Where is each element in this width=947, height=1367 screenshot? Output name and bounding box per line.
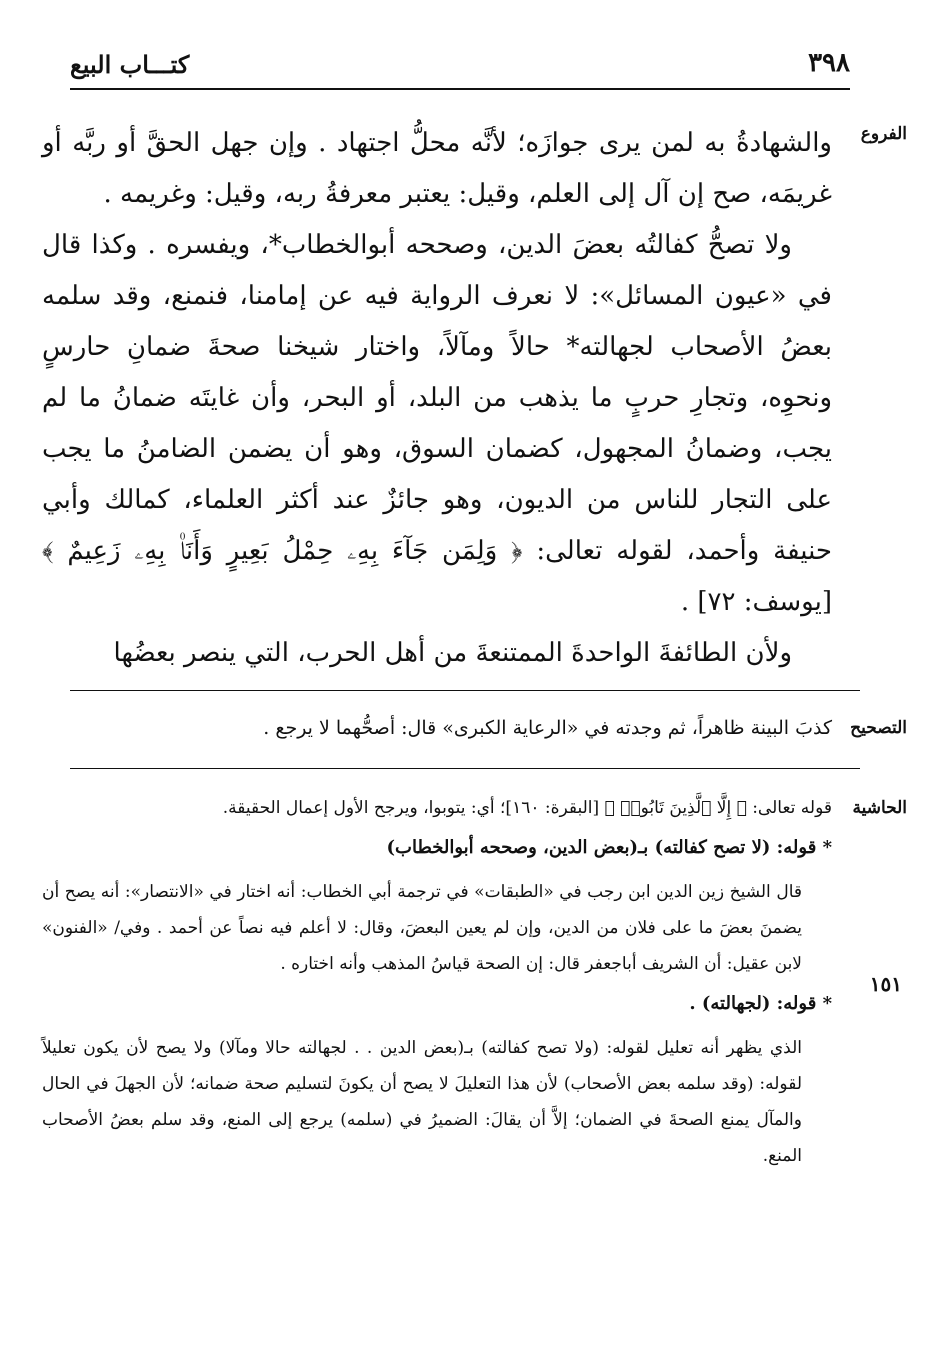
hashia-heading-1: * قوله: (لا تصح كفالته) بـ(بعض الدين، وصححه أبوالخطاب) — [386, 837, 832, 858]
section-divider-1 — [70, 690, 860, 691]
main-paragraph-1: والشهادةُ به لمن يرى جوازَه؛ لأنَّه محلُّ اجتهاد . وإن جهل الحقَّ أو ربَّه أو غريمَه، صح إن آل إلى العلم، وقيل: يعتبر معرفةُ ربه، وقيل: وغريمه . — [42, 128, 832, 209]
main-paragraph-3: ولأن الطائفةَ الواحدةَ الممتنعةَ من أهل الحرب، التي ينصر بعضُها — [113, 638, 792, 668]
main-text — [42, 118, 832, 679]
furu-label: الفروع — [860, 124, 907, 144]
hashia-text — [42, 790, 832, 1174]
page-number: ٣٩٨ — [808, 48, 850, 78]
tashih-text: كذبَ البينة ظاهراً، ثم وجدته في «الرعاية الكبرى» قال: أصحُّهما لا يرجع . — [263, 717, 832, 739]
section-divider-2 — [70, 768, 860, 769]
running-title: كتـــاب البيع — [70, 50, 190, 79]
tashih-label: التصحيح — [850, 718, 907, 738]
margin-number: ١٥١ — [869, 972, 902, 996]
main-paragraph-2: ولا تصحُّ كفالتُه بعضَ الدين، وصححه أبوالخطاب*، ويفسره . وكذا قال في «عيون المسائل»: لا نعرف الرواية فيه عن إمامنا، فنمنع، وقد سلمه بعضُ الأصحاب لجهالته* حالاً ومآلاً، واختار شيخنا صحةَ ضمانِ حارسٍ ونحوِه، وتجارِ حربٍ ما يذهب من البلد، أو البحر، وأن غايتَه ضمانُ ما لم يجب، وضمانُ المجهول، كضمان السوق، وهو أن يضمن الضامنُ ما يجب على التجار للناس من الديون، وهو جائزٌ عند أكثر العلماء، كمالك وأبي حنيفة وأحمد، لقوله تعالى: ﴿ وَلِمَن جَآءَ بِهِۦ حِمْلُ بَعِيرٍ وَأَنَا۠ بِهِۦ زَعِيمٌ ﴾ [يوسف: ٧٢] . — [42, 230, 832, 617]
hashia-heading-2: * قوله: (لجهالته) . — [689, 993, 832, 1014]
hashia-quote-2: الذي يظهر أنه تعليل لقوله: (ولا تصح كفالته) بـ(بعض الدين . . لجهالته حالا ومآلا) ولا يصح لأن يكون تعليلاً لقوله: (وقد سلمه بعض الأصحاب) لأن هذا التعليلَ لا يصح أن يكونَ لتسليم صحة ضمانه؛ لأن الجهلَ في الحال والمآل يمنع الصحةَ في الضمان؛ إلاَّ أن يقالَ: الضميرُ في (سلمه) يرجع إلى المنع، وقد سلم بعضُ الأصحاب المنع. — [42, 1038, 802, 1166]
header-rule — [70, 88, 850, 90]
hashia-line-1: قوله تعالى: ﴿ إِلَّا ٱلَّذِينَ تَابُوا۟ ﴾ [البقرة: ١٦٠]؛ أي: يتوبوا، ويرجح الأول إعمال الحقيقة. — [222, 798, 832, 818]
hashia-label: الحاشية — [852, 798, 907, 818]
hashia-quote-1: قال الشيخ زين الدين ابن رجب في «الطبقات» في ترجمة أبي الخطاب: أنه اختار في «الانتصار»: أنه يصح أن يضمنَ بعضَ ما على فلان من الدين، وإن لم يعين البعضَ، وقال: لا أعلم فيه نصاً عن أحمد . وفي/ «الفنون» لابن عقيل: أن الشريف أباجعفر قال: إن الصحة قياسُ المذهب وأنه اختاره . — [42, 882, 802, 974]
page-header — [70, 44, 850, 88]
